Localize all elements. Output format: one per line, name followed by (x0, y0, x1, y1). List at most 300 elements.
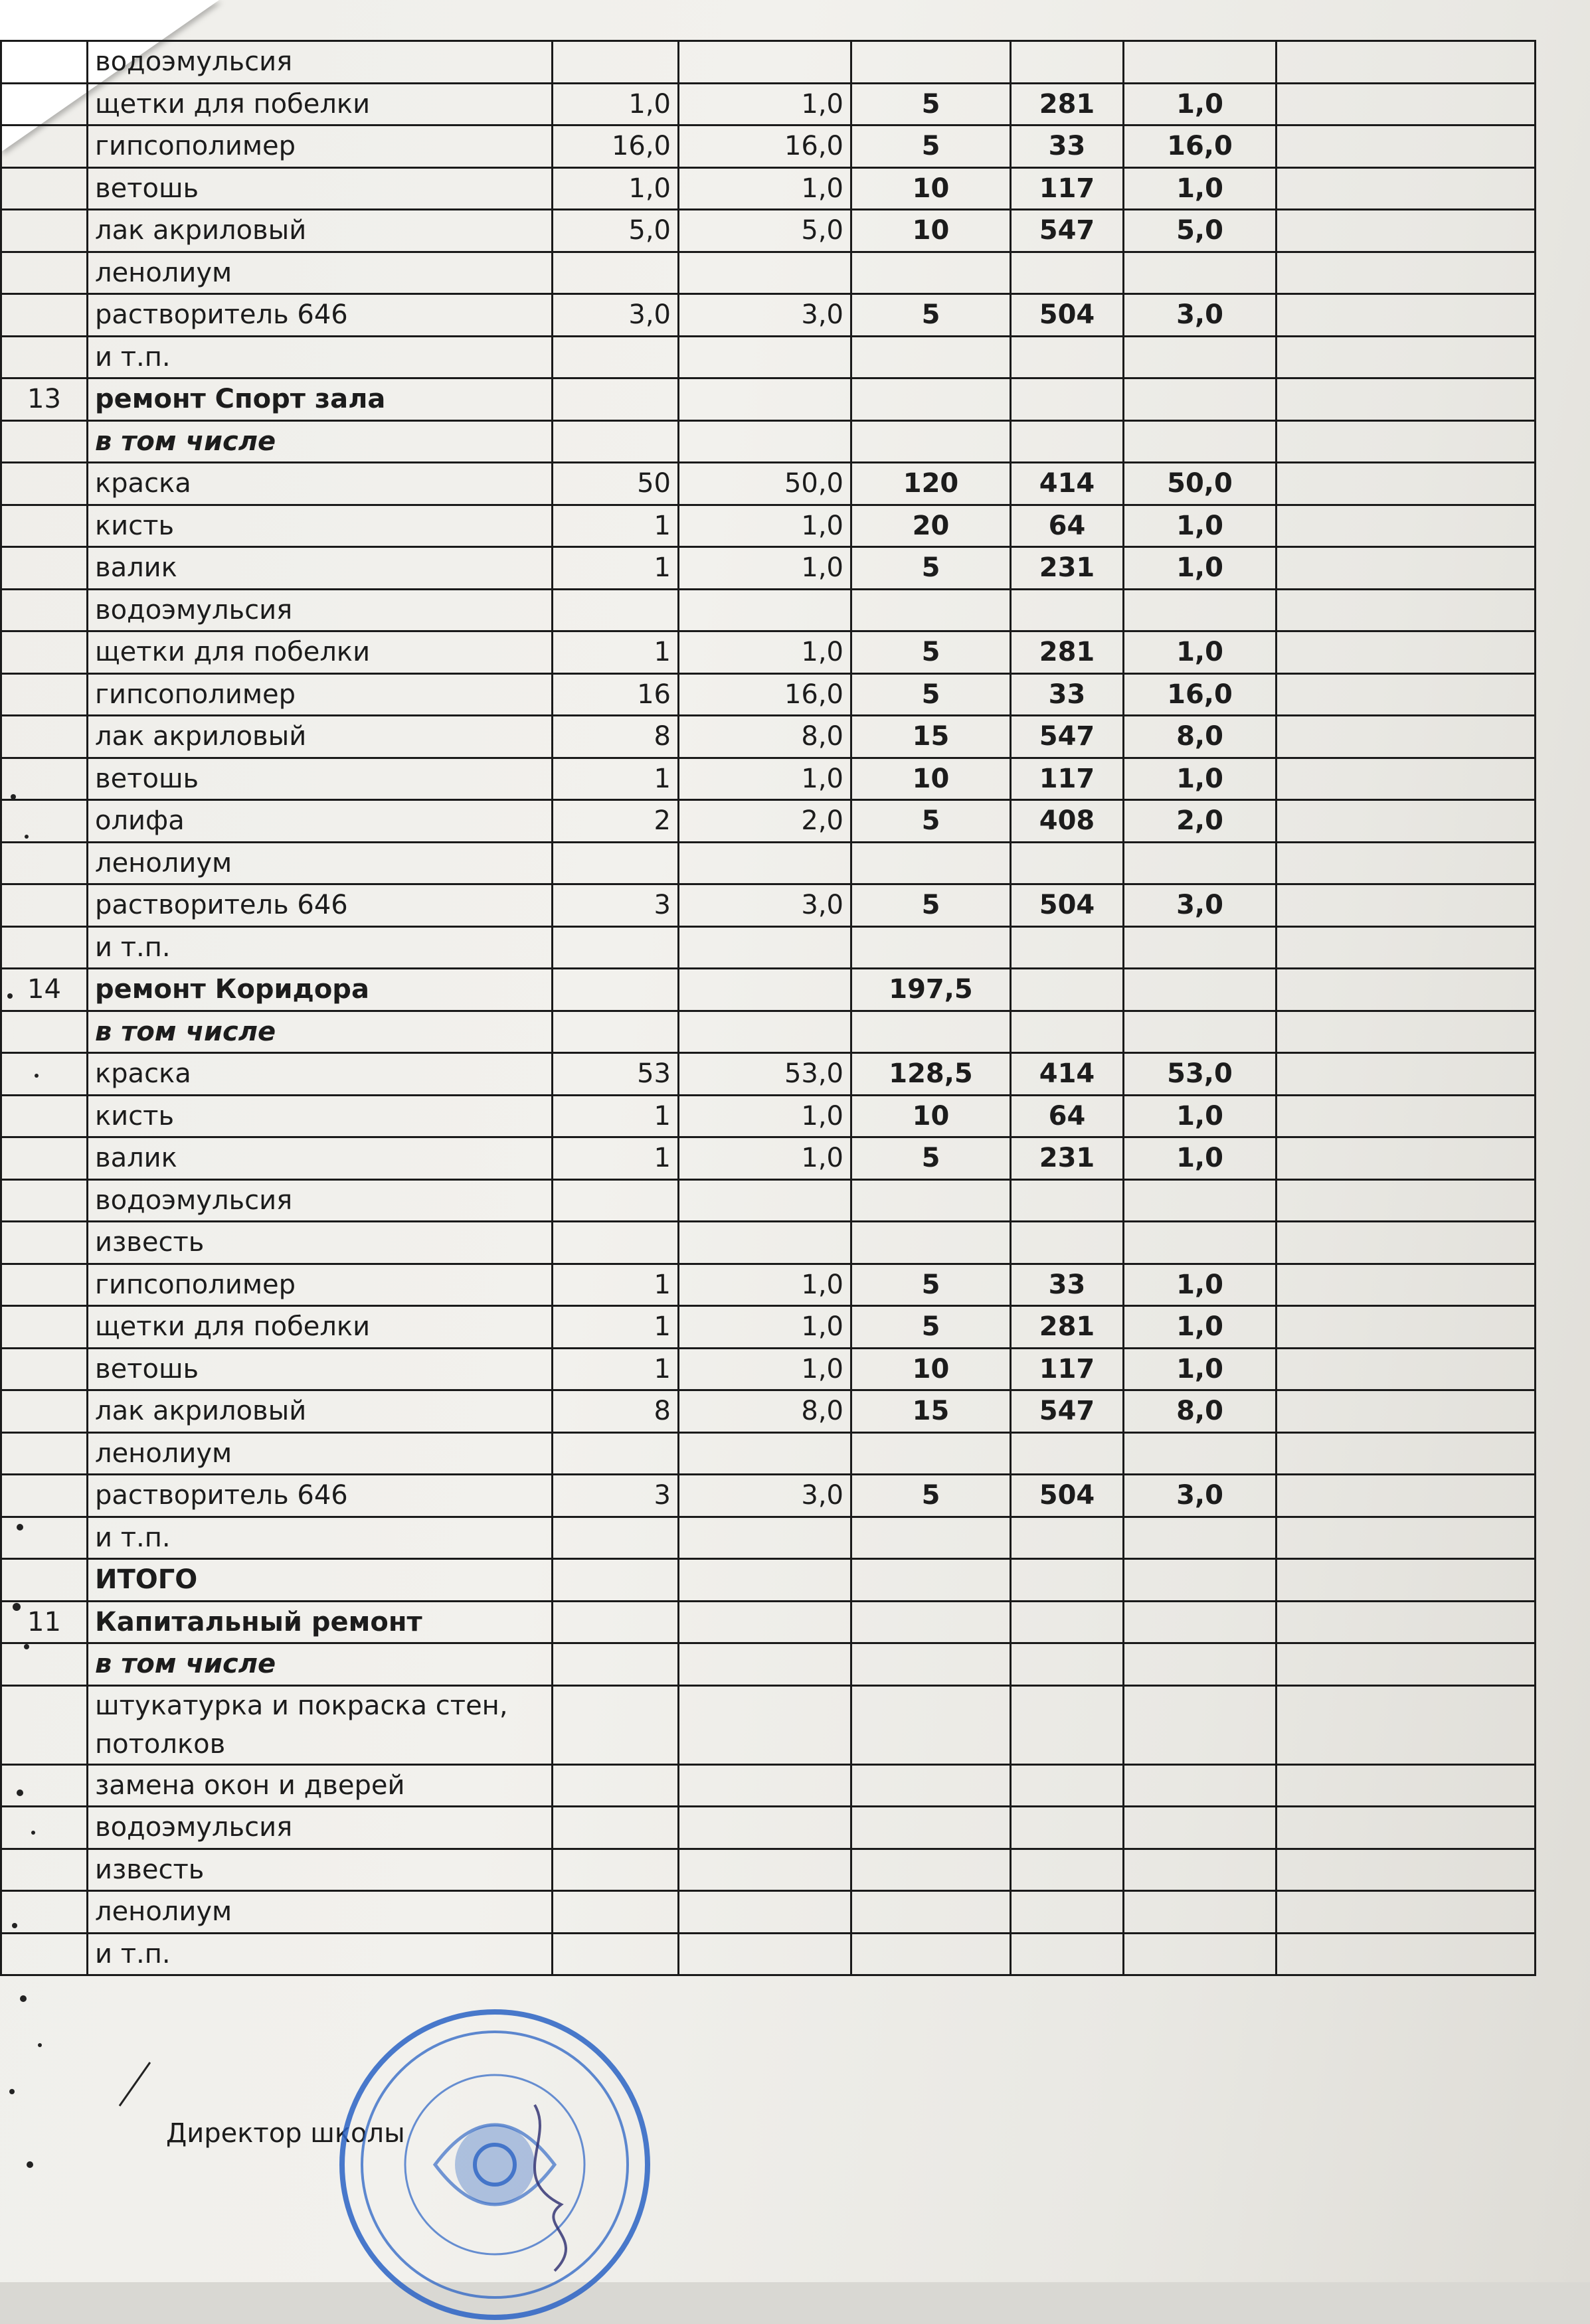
row-number (1, 1306, 88, 1349)
column-6-value (1124, 1179, 1277, 1222)
column-6-value (1124, 589, 1277, 631)
blank-cell (1277, 1011, 1536, 1053)
quantity-plan (553, 378, 679, 421)
column-4-value (851, 1807, 1011, 1849)
item-name (88, 1643, 553, 1686)
unit-price: 547 (1011, 1390, 1124, 1433)
quantity-plan (553, 1891, 679, 1934)
column-6-value (1124, 926, 1277, 969)
row-number (1, 1390, 88, 1433)
item-name-text: и т.п. (95, 932, 171, 963)
column-6-value (1124, 1849, 1277, 1891)
item-name-text: в том числе (95, 1016, 276, 1047)
row-number (1, 884, 88, 927)
blank-cell (1277, 758, 1536, 800)
item-name-text: валик (95, 1143, 177, 1174)
quantity-plan: 1 (553, 505, 679, 547)
table-row (1, 716, 1536, 758)
row-number (1, 505, 88, 547)
table-row (1, 1222, 1536, 1264)
item-name (88, 41, 553, 84)
quantity-plan: 1 (553, 1137, 679, 1180)
column-6-value (1124, 1559, 1277, 1602)
column-4-value (851, 1011, 1011, 1053)
quantity-fact (679, 842, 851, 884)
blank-cell (1277, 1306, 1536, 1349)
column-4-value (851, 1764, 1011, 1807)
table-row (1, 252, 1536, 294)
column-6-value: 1,0 (1124, 167, 1277, 210)
column-6-value: 1,0 (1124, 505, 1277, 547)
item-name (88, 1306, 553, 1349)
quantity-plan: 3 (553, 1475, 679, 1517)
table-row (1, 1348, 1536, 1390)
quantity-plan (553, 1432, 679, 1475)
quantity-fact: 1,0 (679, 167, 851, 210)
unit-price (1011, 1849, 1124, 1891)
row-number (1, 631, 88, 674)
quantity-fact: 1,0 (679, 1264, 851, 1306)
item-name (88, 673, 553, 716)
quantity-fact (679, 1891, 851, 1934)
table-row (1, 1643, 1536, 1686)
row-number (1, 1432, 88, 1475)
quantity-plan (553, 589, 679, 631)
row-number (1, 1685, 88, 1764)
quantity-plan: 1 (553, 1348, 679, 1390)
unit-price: 414 (1011, 463, 1124, 505)
quantity-fact (679, 378, 851, 421)
quantity-plan (553, 41, 679, 84)
column-6-value: 3,0 (1124, 294, 1277, 337)
blank-cell (1277, 1475, 1536, 1517)
row-number (1, 463, 88, 505)
table-row (1, 673, 1536, 716)
item-name-text: известь (95, 1854, 205, 1885)
column-6-value (1124, 1685, 1277, 1764)
unit-price: 408 (1011, 800, 1124, 843)
table-row (1, 842, 1536, 884)
column-4-value (851, 1601, 1011, 1643)
unit-price (1011, 1643, 1124, 1686)
table-row (1, 1685, 1536, 1764)
item-name (88, 716, 553, 758)
table-row (1, 1807, 1536, 1849)
unit-price: 64 (1011, 505, 1124, 547)
quantity-plan: 5,0 (553, 210, 679, 252)
blank-cell (1277, 420, 1536, 463)
column-6-value: 16,0 (1124, 673, 1277, 716)
table-row (1, 1179, 1536, 1222)
column-4-value (851, 926, 1011, 969)
column-6-value: 1,0 (1124, 83, 1277, 125)
row-number (1, 1095, 88, 1137)
quantity-plan: 16 (553, 673, 679, 716)
unit-price: 414 (1011, 1053, 1124, 1096)
item-name-text: замена окон и дверей (95, 1770, 405, 1801)
blank-cell (1277, 1517, 1536, 1559)
blank-cell (1277, 125, 1536, 168)
quantity-fact: 16,0 (679, 125, 851, 168)
unit-price (1011, 1222, 1124, 1264)
quantity-fact: 53,0 (679, 1053, 851, 1096)
quantity-plan (553, 1807, 679, 1849)
unit-price: 117 (1011, 167, 1124, 210)
column-6-value: 16,0 (1124, 125, 1277, 168)
quantity-plan (553, 969, 679, 1011)
unit-price: 117 (1011, 1348, 1124, 1390)
column-4-value: 197,5 (851, 969, 1011, 1011)
item-name (88, 926, 553, 969)
row-number (1, 336, 88, 378)
column-6-value (1124, 1891, 1277, 1934)
unit-price: 231 (1011, 1137, 1124, 1180)
row-number (1, 926, 88, 969)
item-name (88, 252, 553, 294)
blank-cell (1277, 1891, 1536, 1934)
item-name (88, 1095, 553, 1137)
column-4-value (851, 1559, 1011, 1602)
blank-cell (1277, 1053, 1536, 1096)
column-6-value: 1,0 (1124, 758, 1277, 800)
row-number (1, 1807, 88, 1849)
item-name-text: гипсополимер (95, 131, 296, 162)
blank-cell (1277, 336, 1536, 378)
quantity-fact (679, 41, 851, 84)
column-6-value (1124, 378, 1277, 421)
quantity-fact: 1,0 (679, 505, 851, 547)
row-number (1, 1643, 88, 1686)
item-name (88, 1475, 553, 1517)
blank-cell (1277, 1137, 1536, 1180)
table-row (1, 884, 1536, 927)
item-name-text: ленолиум (95, 1896, 232, 1928)
quantity-plan: 3,0 (553, 294, 679, 337)
column-6-value (1124, 1011, 1277, 1053)
column-4-value: 5 (851, 547, 1011, 590)
column-4-value (851, 1685, 1011, 1764)
unit-price: 504 (1011, 294, 1124, 337)
table-row (1, 1475, 1536, 1517)
quantity-plan: 3 (553, 884, 679, 927)
quantity-plan: 1 (553, 631, 679, 674)
row-number (1, 1222, 88, 1264)
column-4-value: 120 (851, 463, 1011, 505)
column-4-value: 15 (851, 1390, 1011, 1433)
quantity-plan: 1 (553, 1095, 679, 1137)
item-name-text: водоэмульсия (95, 1185, 293, 1216)
quantity-fact (679, 1432, 851, 1475)
column-6-value: 3,0 (1124, 884, 1277, 927)
item-name (88, 1601, 553, 1643)
column-4-value: 5 (851, 294, 1011, 337)
table-row (1, 1764, 1536, 1807)
table-row (1, 167, 1536, 210)
row-number (1, 252, 88, 294)
item-name (88, 884, 553, 927)
table-row (1, 969, 1536, 1011)
blank-cell (1277, 589, 1536, 631)
unit-price: 281 (1011, 1306, 1124, 1349)
quantity-fact (679, 336, 851, 378)
column-4-value: 5 (851, 1475, 1011, 1517)
row-number (1, 210, 88, 252)
quantity-fact (679, 1011, 851, 1053)
table-row (1, 41, 1536, 84)
unit-price (1011, 1807, 1124, 1849)
blank-cell (1277, 547, 1536, 590)
unit-price (1011, 1179, 1124, 1222)
table-row (1, 420, 1536, 463)
unit-price (1011, 378, 1124, 421)
blank-cell (1277, 1222, 1536, 1264)
quantity-plan (553, 420, 679, 463)
item-name-text: лак акриловый (95, 721, 307, 752)
item-name-text: ИТОГО (95, 1564, 198, 1596)
quantity-fact: 1,0 (679, 1348, 851, 1390)
row-number (1, 41, 88, 84)
quantity-fact: 3,0 (679, 294, 851, 337)
quantity-plan (553, 1685, 679, 1764)
quantity-plan (553, 1179, 679, 1222)
unit-price (1011, 926, 1124, 969)
table-row (1, 463, 1536, 505)
item-name-text: водоэмульсия (95, 46, 293, 78)
item-name (88, 1348, 553, 1390)
column-6-value (1124, 1933, 1277, 1975)
item-name (88, 589, 553, 631)
quantity-fact: 8,0 (679, 716, 851, 758)
quantity-fact: 1,0 (679, 547, 851, 590)
unit-price: 117 (1011, 758, 1124, 800)
blank-cell (1277, 926, 1536, 969)
table-row (1, 1891, 1536, 1934)
blank-cell (1277, 463, 1536, 505)
quantity-fact (679, 1601, 851, 1643)
column-6-value: 1,0 (1124, 547, 1277, 590)
item-name (88, 420, 553, 463)
row-number (1, 1264, 88, 1306)
quantity-fact: 8,0 (679, 1390, 851, 1433)
quantity-plan: 1 (553, 547, 679, 590)
column-4-value (851, 1643, 1011, 1686)
table-row (1, 1306, 1536, 1349)
column-6-value: 8,0 (1124, 716, 1277, 758)
item-name (88, 210, 553, 252)
blank-cell (1277, 252, 1536, 294)
blank-cell (1277, 210, 1536, 252)
item-name (88, 1807, 553, 1849)
unit-price: 231 (1011, 547, 1124, 590)
column-6-value (1124, 969, 1277, 1011)
row-number (1, 83, 88, 125)
item-name (88, 378, 553, 421)
column-4-value (851, 842, 1011, 884)
item-name (88, 1137, 553, 1180)
unit-price: 547 (1011, 716, 1124, 758)
item-name-text: ленолиум (95, 847, 232, 878)
row-number: 13 (1, 378, 88, 421)
unit-price (1011, 1764, 1124, 1807)
row-number (1, 1137, 88, 1180)
quantity-plan (553, 1764, 679, 1807)
quantity-plan: 16,0 (553, 125, 679, 168)
blank-cell (1277, 294, 1536, 337)
table-row (1, 1517, 1536, 1559)
item-name-text: в том числе (95, 1649, 276, 1680)
row-number (1, 1053, 88, 1096)
item-name (88, 1933, 553, 1975)
quantity-fact (679, 420, 851, 463)
column-4-value: 5 (851, 800, 1011, 843)
column-4-value (851, 1222, 1011, 1264)
unit-price: 504 (1011, 884, 1124, 927)
item-name-text: ветошь (95, 763, 199, 794)
quantity-plan: 2 (553, 800, 679, 843)
quantity-fact: 3,0 (679, 1475, 851, 1517)
blank-cell (1277, 716, 1536, 758)
unit-price: 64 (1011, 1095, 1124, 1137)
column-4-value: 5 (851, 125, 1011, 168)
column-6-value: 1,0 (1124, 631, 1277, 674)
column-6-value: 8,0 (1124, 1390, 1277, 1433)
column-6-value: 1,0 (1124, 1095, 1277, 1137)
table-row (1, 336, 1536, 378)
blank-cell (1277, 1432, 1536, 1475)
row-number: 11 (1, 1601, 88, 1643)
item-name-text: щетки для побелки (95, 88, 371, 120)
item-name-text: краска (95, 1058, 191, 1090)
item-name (88, 505, 553, 547)
blank-cell (1277, 1849, 1536, 1891)
quantity-fact (679, 1643, 851, 1686)
row-number (1, 1179, 88, 1222)
column-4-value: 10 (851, 758, 1011, 800)
column-6-value: 53,0 (1124, 1053, 1277, 1096)
column-6-value: 50,0 (1124, 463, 1277, 505)
quantity-fact: 16,0 (679, 673, 851, 716)
row-number (1, 294, 88, 337)
item-name (88, 1053, 553, 1096)
unit-price (1011, 589, 1124, 631)
column-4-value: 128,5 (851, 1053, 1011, 1096)
column-4-value: 5 (851, 1306, 1011, 1349)
item-name-text: ветошь (95, 173, 199, 204)
table-row (1, 631, 1536, 674)
column-6-value (1124, 842, 1277, 884)
row-number (1, 1475, 88, 1517)
quantity-fact: 3,0 (679, 884, 851, 927)
item-name (88, 83, 553, 125)
unit-price (1011, 1559, 1124, 1602)
unit-price (1011, 1933, 1124, 1975)
blank-cell (1277, 167, 1536, 210)
item-name (88, 969, 553, 1011)
quantity-plan (553, 1517, 679, 1559)
quantity-fact: 2,0 (679, 800, 851, 843)
item-name-text: ремонт Спорт зала (95, 384, 386, 415)
quantity-fact (679, 1807, 851, 1849)
quantity-plan: 1 (553, 1264, 679, 1306)
quantity-plan: 8 (553, 716, 679, 758)
column-4-value: 5 (851, 1137, 1011, 1180)
blank-cell (1277, 1685, 1536, 1764)
quantity-fact: 1,0 (679, 1137, 851, 1180)
column-6-value: 3,0 (1124, 1475, 1277, 1517)
quantity-fact (679, 969, 851, 1011)
blank-cell (1277, 1601, 1536, 1643)
blank-cell (1277, 378, 1536, 421)
quantity-plan (553, 1222, 679, 1264)
item-name (88, 1222, 553, 1264)
item-name (88, 167, 553, 210)
column-6-value: 5,0 (1124, 210, 1277, 252)
table-row (1, 83, 1536, 125)
column-6-value: 1,0 (1124, 1306, 1277, 1349)
table-row (1, 1095, 1536, 1137)
item-name-text: и т.п. (95, 341, 171, 373)
unit-price (1011, 1685, 1124, 1764)
item-name-text: ремонт Коридора (95, 974, 369, 1005)
item-name (88, 1390, 553, 1433)
item-name-text: растворитель 646 (95, 299, 348, 331)
column-4-value (851, 378, 1011, 421)
blank-cell (1277, 800, 1536, 843)
item-name-text: водоэмульсия (95, 1812, 293, 1843)
column-6-value (1124, 1643, 1277, 1686)
blank-cell (1277, 1179, 1536, 1222)
quantity-fact (679, 1685, 851, 1764)
table-row (1, 505, 1536, 547)
table-row (1, 547, 1536, 590)
quantity-plan: 1,0 (553, 167, 679, 210)
unit-price: 33 (1011, 673, 1124, 716)
column-4-value: 5 (851, 884, 1011, 927)
column-6-value (1124, 420, 1277, 463)
column-6-value (1124, 1517, 1277, 1559)
item-name-text: растворитель 646 (95, 890, 348, 921)
column-6-value (1124, 1807, 1277, 1849)
unit-price: 33 (1011, 1264, 1124, 1306)
blank-cell (1277, 884, 1536, 927)
blank-cell (1277, 1390, 1536, 1433)
row-number (1, 800, 88, 843)
item-name-text: ленолиум (95, 257, 232, 288)
quantity-fact (679, 1179, 851, 1222)
unit-price: 281 (1011, 631, 1124, 674)
quantity-plan (553, 1643, 679, 1686)
row-number (1, 1933, 88, 1975)
row-number: 14 (1, 969, 88, 1011)
column-6-value: 2,0 (1124, 800, 1277, 843)
quantity-fact: 5,0 (679, 210, 851, 252)
row-number (1, 758, 88, 800)
column-4-value: 10 (851, 167, 1011, 210)
table-row (1, 1264, 1536, 1306)
row-number (1, 673, 88, 716)
row-number (1, 547, 88, 590)
row-number (1, 1348, 88, 1390)
column-4-value: 20 (851, 505, 1011, 547)
item-name (88, 547, 553, 590)
column-4-value: 5 (851, 673, 1011, 716)
table-row (1, 1053, 1536, 1096)
column-6-value (1124, 1601, 1277, 1643)
item-name-text: ленолиум (95, 1438, 232, 1469)
item-name-text: ветошь (95, 1353, 199, 1384)
table-row (1, 1137, 1536, 1180)
unit-price (1011, 336, 1124, 378)
